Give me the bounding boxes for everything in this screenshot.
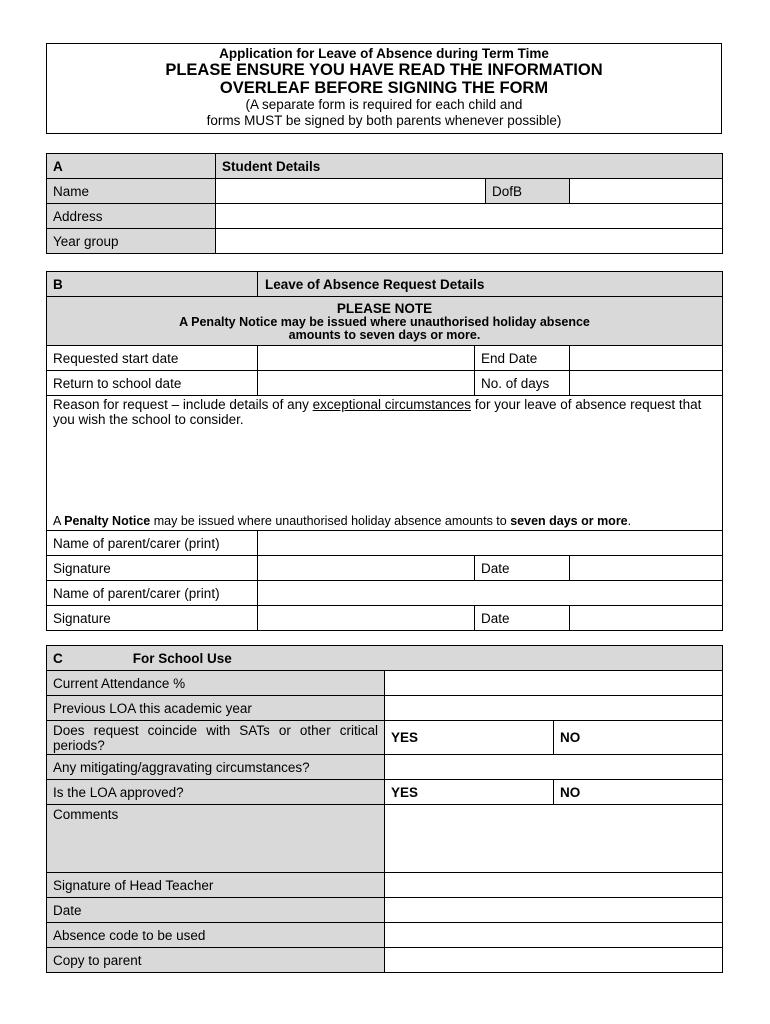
head-signature-field[interactable] [385, 873, 723, 898]
mitigating-label: Any mitigating/aggravating circumstances? [47, 755, 385, 780]
parent1-name-field[interactable] [258, 531, 723, 556]
year-group-label: Year group [47, 229, 216, 254]
dob-label: DofB [486, 179, 570, 204]
approved-yes-option[interactable]: YES [385, 780, 554, 805]
section-c-letter: C [53, 650, 63, 666]
signature1-label: Signature [47, 556, 258, 581]
parent2-name-label: Name of parent/carer (print) [47, 581, 258, 606]
comments-field[interactable] [385, 805, 723, 873]
section-c-heading [47, 646, 723, 671]
signature2-label: Signature [47, 606, 258, 631]
section-a-title: Student Details [216, 154, 723, 179]
form-title: Application for Leave of Absence during Term Time [219, 46, 549, 61]
date2-label: Date [475, 606, 570, 631]
name-label: Name [47, 179, 216, 204]
section-c-school-use [46, 645, 723, 973]
date2-field[interactable] [570, 606, 723, 631]
return-date-field[interactable] [258, 371, 475, 396]
parent1-name-label: Name of parent/carer (print) [47, 531, 258, 556]
date-field[interactable] [385, 898, 723, 923]
signature2-field[interactable] [258, 606, 475, 631]
year-group-field[interactable] [216, 229, 723, 254]
date1-label: Date [475, 556, 570, 581]
reason-instructions: Reason for request – include details of any exceptional circumstances for your leave of absence request that you wish the school to consider. [53, 397, 702, 427]
note-line-1: (A separate form is required for each child and [245, 97, 523, 112]
return-date-label: Return to school date [47, 371, 258, 396]
section-c-title: For School Use [132, 650, 232, 666]
form-header [46, 43, 722, 134]
address-field[interactable] [216, 204, 723, 229]
date1-field[interactable] [570, 556, 723, 581]
note-line-2: forms MUST be signed by both parents whenever possible) [206, 113, 562, 128]
reason-field[interactable] [47, 396, 723, 531]
section-a-letter: A [47, 154, 216, 179]
mitigating-field[interactable] [385, 755, 723, 780]
end-date-label: End Date [475, 346, 570, 371]
coincide-yes-option[interactable]: YES [385, 721, 554, 755]
name-field[interactable] [216, 179, 486, 204]
address-label: Address [47, 204, 216, 229]
note-line-2: amounts to seven days or more. [288, 327, 481, 342]
section-b-title: Leave of Absence Request Details [258, 272, 723, 297]
start-date-label: Requested start date [47, 346, 258, 371]
note-line-1: A Penalty Notice may be issued where unauthorised holiday absence [179, 314, 590, 329]
date-label: Date [47, 898, 385, 923]
section-b-letter: B [47, 272, 258, 297]
current-attendance-field[interactable] [385, 671, 723, 696]
parent2-name-field[interactable] [258, 581, 723, 606]
num-days-field[interactable] [570, 371, 723, 396]
penalty-warning: A Penalty Notice may be issued where unauthorised holiday absence amounts to seven days or more. [53, 514, 632, 528]
current-attendance-label: Current Attendance % [47, 671, 385, 696]
section-b-request-details [46, 271, 723, 631]
previous-loa-field[interactable] [385, 696, 723, 721]
section-a-student-details [46, 153, 723, 254]
coincide-label: Does request coincide with SATs or other critical periods? [47, 721, 385, 755]
end-date-field[interactable] [570, 346, 723, 371]
coincide-no-option[interactable]: NO [554, 721, 723, 755]
dob-field[interactable] [570, 179, 723, 204]
comments-label: Comments [47, 805, 385, 873]
num-days-label: No. of days [475, 371, 570, 396]
head-signature-label: Signature of Head Teacher [47, 873, 385, 898]
absence-code-field[interactable] [385, 923, 723, 948]
warning-line-2: OVERLEAF BEFORE SIGNING THE FORM [219, 79, 549, 97]
penalty-note [47, 297, 723, 346]
warning-line-1: PLEASE ENSURE YOU HAVE READ THE INFORMATION [165, 61, 603, 79]
signature1-field[interactable] [258, 556, 475, 581]
approved-no-option[interactable]: NO [554, 780, 723, 805]
note-title: PLEASE NOTE [336, 300, 433, 316]
previous-loa-label: Previous LOA this academic year [47, 696, 385, 721]
copy-to-parent-field[interactable] [385, 948, 723, 973]
copy-to-parent-label: Copy to parent [47, 948, 385, 973]
approved-label: Is the LOA approved? [47, 780, 385, 805]
absence-code-label: Absence code to be used [47, 923, 385, 948]
start-date-field[interactable] [258, 346, 475, 371]
